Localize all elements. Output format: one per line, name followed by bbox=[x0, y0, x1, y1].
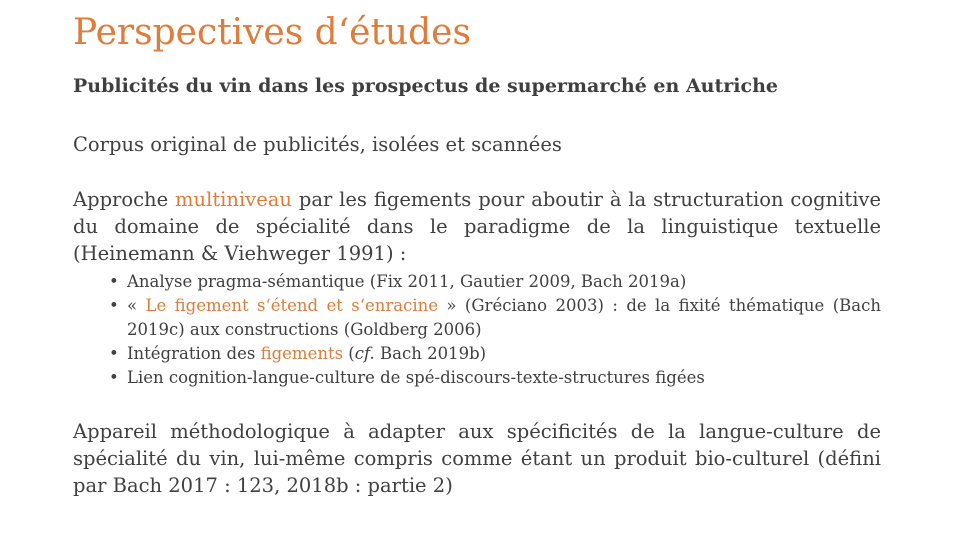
bullet-text-before: Intégration des bbox=[127, 344, 261, 363]
bullet-list bbox=[105, 270, 881, 390]
bullet-dot: • bbox=[109, 272, 119, 291]
bullet-highlight: figements bbox=[260, 344, 344, 363]
bullet-text: Analyse pragma-sémantique (Fix 2011, Gautier 2009, Bach 2019a) bbox=[127, 272, 687, 291]
bullet-dot: • bbox=[109, 368, 119, 387]
bullet-dot: • bbox=[109, 344, 119, 363]
paragraph-method: Appareil méthodologique à adapter aux spécificités de la langue-culture de spécialité du vin, lui-même compris comme étant un produit bio-culturel (défini par Bach 2017 : 123, 2018b : partie 2) bbox=[73, 420, 881, 497]
bullet-item bbox=[105, 270, 881, 294]
bullet-text: Lien cognition-langue-culture de spé-discours-texte-structures figées bbox=[127, 368, 705, 387]
approach-text-after: par les figements pour aboutir à la structuration cognitive du domaine de spécialité dans le paradigme de la linguistique textuelle (Heinemann & Viehweger 1991) : bbox=[73, 188, 881, 265]
bullet-item bbox=[105, 294, 881, 342]
bullet-highlight: Le figement s‘étend et s‘enracine bbox=[145, 296, 439, 315]
bullet-dot: • bbox=[109, 296, 119, 315]
slide-subtitle: Publicités du vin dans les prospectus de supermarché en Autriche bbox=[73, 75, 778, 97]
bullet-text-after: Bach 2019b) bbox=[374, 344, 487, 363]
bullet-item bbox=[105, 342, 881, 366]
bullet-italic: cf. bbox=[354, 344, 375, 363]
slide-title: Perspectives d‘études bbox=[73, 12, 471, 53]
bullet-text-mid: ( bbox=[343, 344, 355, 363]
paragraph-approach bbox=[73, 186, 881, 267]
bullet-text-after: » (Gréciano 2003) : de la fixité thématique (Bach 2019c) aux constructions (Goldberg 2006) bbox=[127, 296, 881, 339]
bullet-text-before: « bbox=[127, 296, 146, 315]
approach-text-before: Approche bbox=[73, 188, 176, 211]
paragraph-corpus: Corpus original de publicités, isolées et scannées bbox=[73, 133, 562, 156]
bullet-item bbox=[105, 366, 881, 390]
approach-highlight: multiniveau bbox=[175, 188, 292, 211]
